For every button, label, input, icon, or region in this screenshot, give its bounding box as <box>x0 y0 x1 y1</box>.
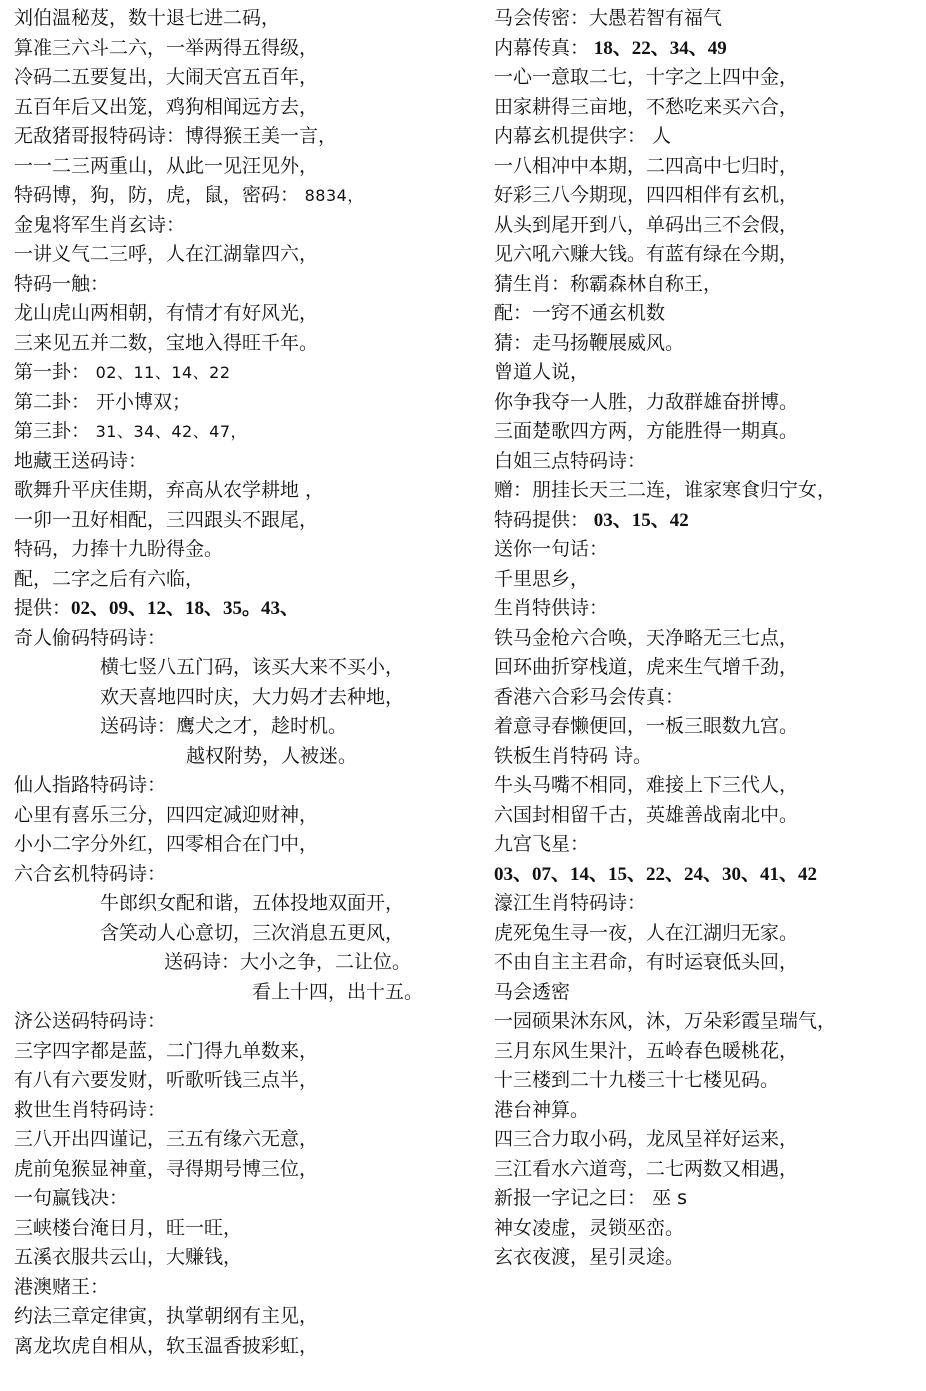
line-text: 着意寻春懒便回，一板三眼数九宫。 <box>494 715 799 737</box>
line-text: 赠：朋挂长天三二连，谁家寒食归宁女， <box>494 479 837 501</box>
text-line <box>494 93 920 123</box>
line-text: 三月东风生果汁，五岭春色暖桃花， <box>494 1039 799 1062</box>
line-text: 金鬼将军生肖玄诗： <box>14 213 186 236</box>
line-bold-numbers: 03、07、14、15、22、24、30、41、42 <box>494 863 818 885</box>
line-text: 算准三六斗二六，一举两得五得级， <box>14 36 319 59</box>
text-line <box>494 270 920 300</box>
line-text: 马会传密：大愚若智有福气 <box>494 7 723 29</box>
text-line <box>14 476 476 506</box>
line-text: 曾道人说， <box>494 361 590 383</box>
line-text: 牛郎织女配和谐，五体投地双面开， <box>100 892 405 914</box>
line-text: 铁板生肖特码 诗。 <box>494 744 653 767</box>
text-line <box>494 506 920 536</box>
text-line <box>494 624 920 654</box>
line-text: 地藏王送码诗： <box>14 449 148 472</box>
text-line <box>494 948 920 978</box>
line-text: 奇人偷码特码诗： <box>14 626 167 649</box>
text-line <box>14 152 476 182</box>
line-text: 四三合力取小码，龙凤呈祥好运来， <box>494 1128 799 1150</box>
text-line <box>14 447 476 477</box>
right-column <box>494 4 920 1273</box>
text-line <box>14 919 476 949</box>
text-line <box>494 417 920 447</box>
text-line <box>494 299 920 329</box>
line-text: 见六吼六赚大钱。有蓝有绿在今期， <box>494 243 799 265</box>
text-line <box>494 63 920 93</box>
text-line <box>14 683 476 713</box>
line-text: 猜生肖：称霸森林自称王， <box>494 272 723 295</box>
text-line <box>494 34 920 64</box>
text-line <box>14 1184 476 1214</box>
line-text: 约法三章定律寅，执掌朝纲有主见， <box>14 1305 319 1327</box>
line-text: 欢天喜地四时庆，大力妈才去种地， <box>100 685 405 708</box>
text-line <box>14 506 476 536</box>
text-line <box>14 358 476 388</box>
line-text: 特码，力捧十九盼得金。 <box>14 538 224 560</box>
line-text: 三江看水六道弯，二七两数又相遇， <box>494 1157 799 1180</box>
line-text: 虎前兔猴显神童，寻得期号博三位， <box>14 1157 319 1180</box>
line-text: 三来见五并二数，宝地入得旺千年。 <box>14 331 319 354</box>
text-line <box>14 240 476 270</box>
line-text: 配：一窍不通玄机数 <box>494 302 666 324</box>
line-text: 有八有六要发财，听歌听钱三点半， <box>14 1069 319 1091</box>
line-text: 龙山虎山两相朝，有情才有好风光， <box>14 302 319 324</box>
text-line <box>14 594 476 624</box>
text-line <box>14 860 476 890</box>
line-text: 神女凌虚，灵锁巫峦。 <box>494 1216 685 1239</box>
line-text: 小小二字分外红，四零相合在门中， <box>14 833 319 855</box>
line-text: 六合玄机特码诗： <box>14 862 167 885</box>
line-text: 三峡楼台淹日月，旺一旺， <box>14 1216 243 1239</box>
line-text: 回环曲折穿栈道，虎来生气增千劲， <box>494 656 799 678</box>
line-text: 九宫飞星： <box>494 833 590 855</box>
line-text: 十三楼到二十九楼三十七楼见码。 <box>494 1069 780 1091</box>
text-line <box>14 830 476 860</box>
text-line <box>14 1332 476 1362</box>
line-text: 一一二三两重山，从此一见汪见外， <box>14 154 319 177</box>
text-line <box>14 742 476 772</box>
text-line <box>14 270 476 300</box>
line-text: 香港六合彩马会传真： <box>494 685 685 708</box>
text-line <box>14 535 476 565</box>
line-text: 白姐三点特码诗： <box>494 449 647 472</box>
text-line <box>494 152 920 182</box>
text-line <box>494 683 920 713</box>
line-text: 五溪衣服共云山，大赚钱， <box>14 1246 243 1268</box>
text-line <box>14 211 476 241</box>
line-text: 特码提供： <box>494 508 590 531</box>
text-line <box>14 1096 476 1126</box>
text-line <box>14 771 476 801</box>
line-text: 送码诗：大小之争，二让位。 <box>164 951 412 973</box>
line-text: 内幕传真： <box>494 36 590 59</box>
line-text: 三面楚歌四方两，方能胜得一期真。 <box>494 420 799 442</box>
text-line <box>494 535 920 565</box>
text-line <box>494 1184 920 1214</box>
text-line <box>14 1155 476 1185</box>
line-text: 猜：走马扬鞭展威风。 <box>494 331 685 354</box>
text-line <box>494 712 920 742</box>
line-text: 配，二字之后有六临， <box>14 567 205 590</box>
text-line <box>14 1302 476 1332</box>
text-line <box>14 388 476 418</box>
text-line <box>14 712 476 742</box>
text-line <box>14 122 476 152</box>
line-text: 一讲义气二三呼，人在江湖靠四六， <box>14 243 319 265</box>
line-numbers: 8834， <box>299 186 364 205</box>
line-text: 特码一触： <box>14 272 110 295</box>
line-text: 第三卦： <box>14 420 91 442</box>
line-text: 玄衣夜渡，星引灵途。 <box>494 1246 685 1268</box>
text-line <box>14 801 476 831</box>
text-line <box>494 978 920 1008</box>
text-line <box>494 771 920 801</box>
line-text: 好彩三八今期现，四四相伴有玄机， <box>494 184 799 206</box>
text-line <box>494 565 920 595</box>
line-bold-numbers: 02、09、12、18、35。43、 <box>71 598 300 619</box>
line-text: 新报一字记之曰： 巫 s <box>494 1187 687 1209</box>
line-text: 港澳赌王： <box>14 1275 110 1298</box>
text-line <box>14 1125 476 1155</box>
text-line <box>494 1243 920 1273</box>
line-text: 送你一句话： <box>494 538 609 560</box>
text-line <box>14 1007 476 1037</box>
line-text: 一心一意取二七，十字之上四中金， <box>494 66 799 88</box>
line-text: 特码博，狗，防，虎，鼠，密码： <box>14 184 300 206</box>
line-text: 不由自主主君命，有时运衰低头回， <box>494 951 799 973</box>
text-line <box>494 181 920 211</box>
line-text: 看上十四，出十五。 <box>252 980 424 1003</box>
text-line <box>494 1155 920 1185</box>
line-text: 千里思乡， <box>494 567 590 590</box>
text-line <box>494 122 920 152</box>
text-line <box>494 1037 920 1067</box>
text-line <box>14 889 476 919</box>
text-line <box>494 476 920 506</box>
line-bold-numbers: 18、22、34、49 <box>589 37 727 59</box>
text-line <box>494 653 920 683</box>
line-text: 五百年后又出笼，鸡狗相闻远方去， <box>14 95 319 118</box>
text-line <box>494 329 920 359</box>
line-text: 三字四字都是蓝，二门得九单数来， <box>14 1039 319 1062</box>
text-line <box>494 801 920 831</box>
line-text: 港台神算。 <box>494 1098 590 1121</box>
line-text: 一八相冲中本期，二四高中七归时， <box>494 154 799 177</box>
text-line <box>14 299 476 329</box>
line-text: 横七竖八五门码，该买大来不买小， <box>100 656 405 678</box>
text-line <box>494 919 920 949</box>
line-text: 马会透密 <box>494 980 571 1003</box>
text-line <box>14 653 476 683</box>
line-text: 濠江生肖特码诗： <box>494 892 647 914</box>
line-text: 刘伯温秘芨，数十退七进二码， <box>14 7 281 29</box>
text-line <box>14 978 476 1008</box>
text-line <box>494 1125 920 1155</box>
text-line <box>494 240 920 270</box>
line-text: 虎死兔生寻一夜，人在江湖归无家。 <box>494 921 799 944</box>
text-line <box>14 93 476 123</box>
text-line <box>494 358 920 388</box>
text-line <box>14 1037 476 1067</box>
text-line <box>494 594 920 624</box>
text-line <box>494 830 920 860</box>
line-text: 一园硕果沐东风，沐，万朵彩霞呈瑞气， <box>494 1010 837 1032</box>
text-line <box>14 948 476 978</box>
text-line <box>14 1273 476 1303</box>
line-numbers: 02、11、14、22 <box>90 363 231 382</box>
line-text: 歌舞升平庆佳期，弃高从农学耕地 ， <box>14 479 325 501</box>
line-text: 冷码二五要复出，大闹天宫五百年， <box>14 66 319 88</box>
line-text: 离龙坎虎自相从，软玉温香披彩虹， <box>14 1334 319 1357</box>
line-text: 济公送码特码诗： <box>14 1010 167 1032</box>
line-text: 生肖特供诗： <box>494 597 609 619</box>
text-line <box>14 1066 476 1096</box>
text-line <box>494 1066 920 1096</box>
line-text: 一卯一丑好相配，三四跟头不跟尾， <box>14 508 319 531</box>
text-line <box>494 1096 920 1126</box>
line-text: 六国封相留千古，英雄善战南北中。 <box>494 803 799 826</box>
text-line <box>14 1214 476 1244</box>
text-line <box>494 860 920 890</box>
line-text: 仙人指路特码诗： <box>14 774 167 796</box>
text-line <box>14 181 476 211</box>
line-text: 越权附势，人被迷。 <box>186 744 358 767</box>
line-text: 无敌猪哥报特码诗：博得猴王美一言， <box>14 125 338 147</box>
line-text: 内幕玄机提供字： 人 <box>494 125 672 147</box>
text-line <box>494 1007 920 1037</box>
line-text: 提供： <box>14 597 72 619</box>
text-line <box>494 4 920 34</box>
text-line <box>494 742 920 772</box>
line-text: 三八开出四谨记，三五有缘六无意， <box>14 1128 319 1150</box>
line-text: 田家耕得三亩地，不愁吃来买六合， <box>494 95 799 118</box>
text-line <box>494 447 920 477</box>
text-line <box>14 34 476 64</box>
line-bold-numbers: 03、15、42 <box>589 509 689 531</box>
text-line <box>14 417 476 447</box>
text-line <box>14 1243 476 1273</box>
line-numbers: 31、34、42、47， <box>90 422 248 441</box>
text-line <box>494 889 920 919</box>
line-text: 牛头马嘴不相同，难接上下三代人， <box>494 774 799 796</box>
line-text: 一句赢钱决： <box>14 1187 129 1209</box>
text-line <box>494 211 920 241</box>
text-line <box>14 329 476 359</box>
line-text: 你争我夺一人胜，力敌群雄奋拼博。 <box>494 390 799 413</box>
line-text: 铁马金枪六合唤，天净略无三七点， <box>494 626 799 649</box>
line-text: 救世生肖特码诗： <box>14 1098 167 1121</box>
line-text: 从头到尾开到八，单码出三不会假， <box>494 213 799 236</box>
line-text: 含笑动人心意切，三次消息五更风， <box>100 921 405 944</box>
line-text: 第二卦： 开小博双； <box>14 390 192 413</box>
line-text: 心里有喜乐三分，四四定减迎财神， <box>14 803 319 826</box>
text-line <box>14 624 476 654</box>
line-text: 第一卦： <box>14 361 91 383</box>
text-line <box>494 388 920 418</box>
text-line <box>14 4 476 34</box>
text-line <box>14 63 476 93</box>
left-column <box>14 4 476 1361</box>
text-line <box>14 565 476 595</box>
text-line <box>494 1214 920 1244</box>
line-text: 送码诗：鹰犬之才，趁时机。 <box>100 715 348 737</box>
